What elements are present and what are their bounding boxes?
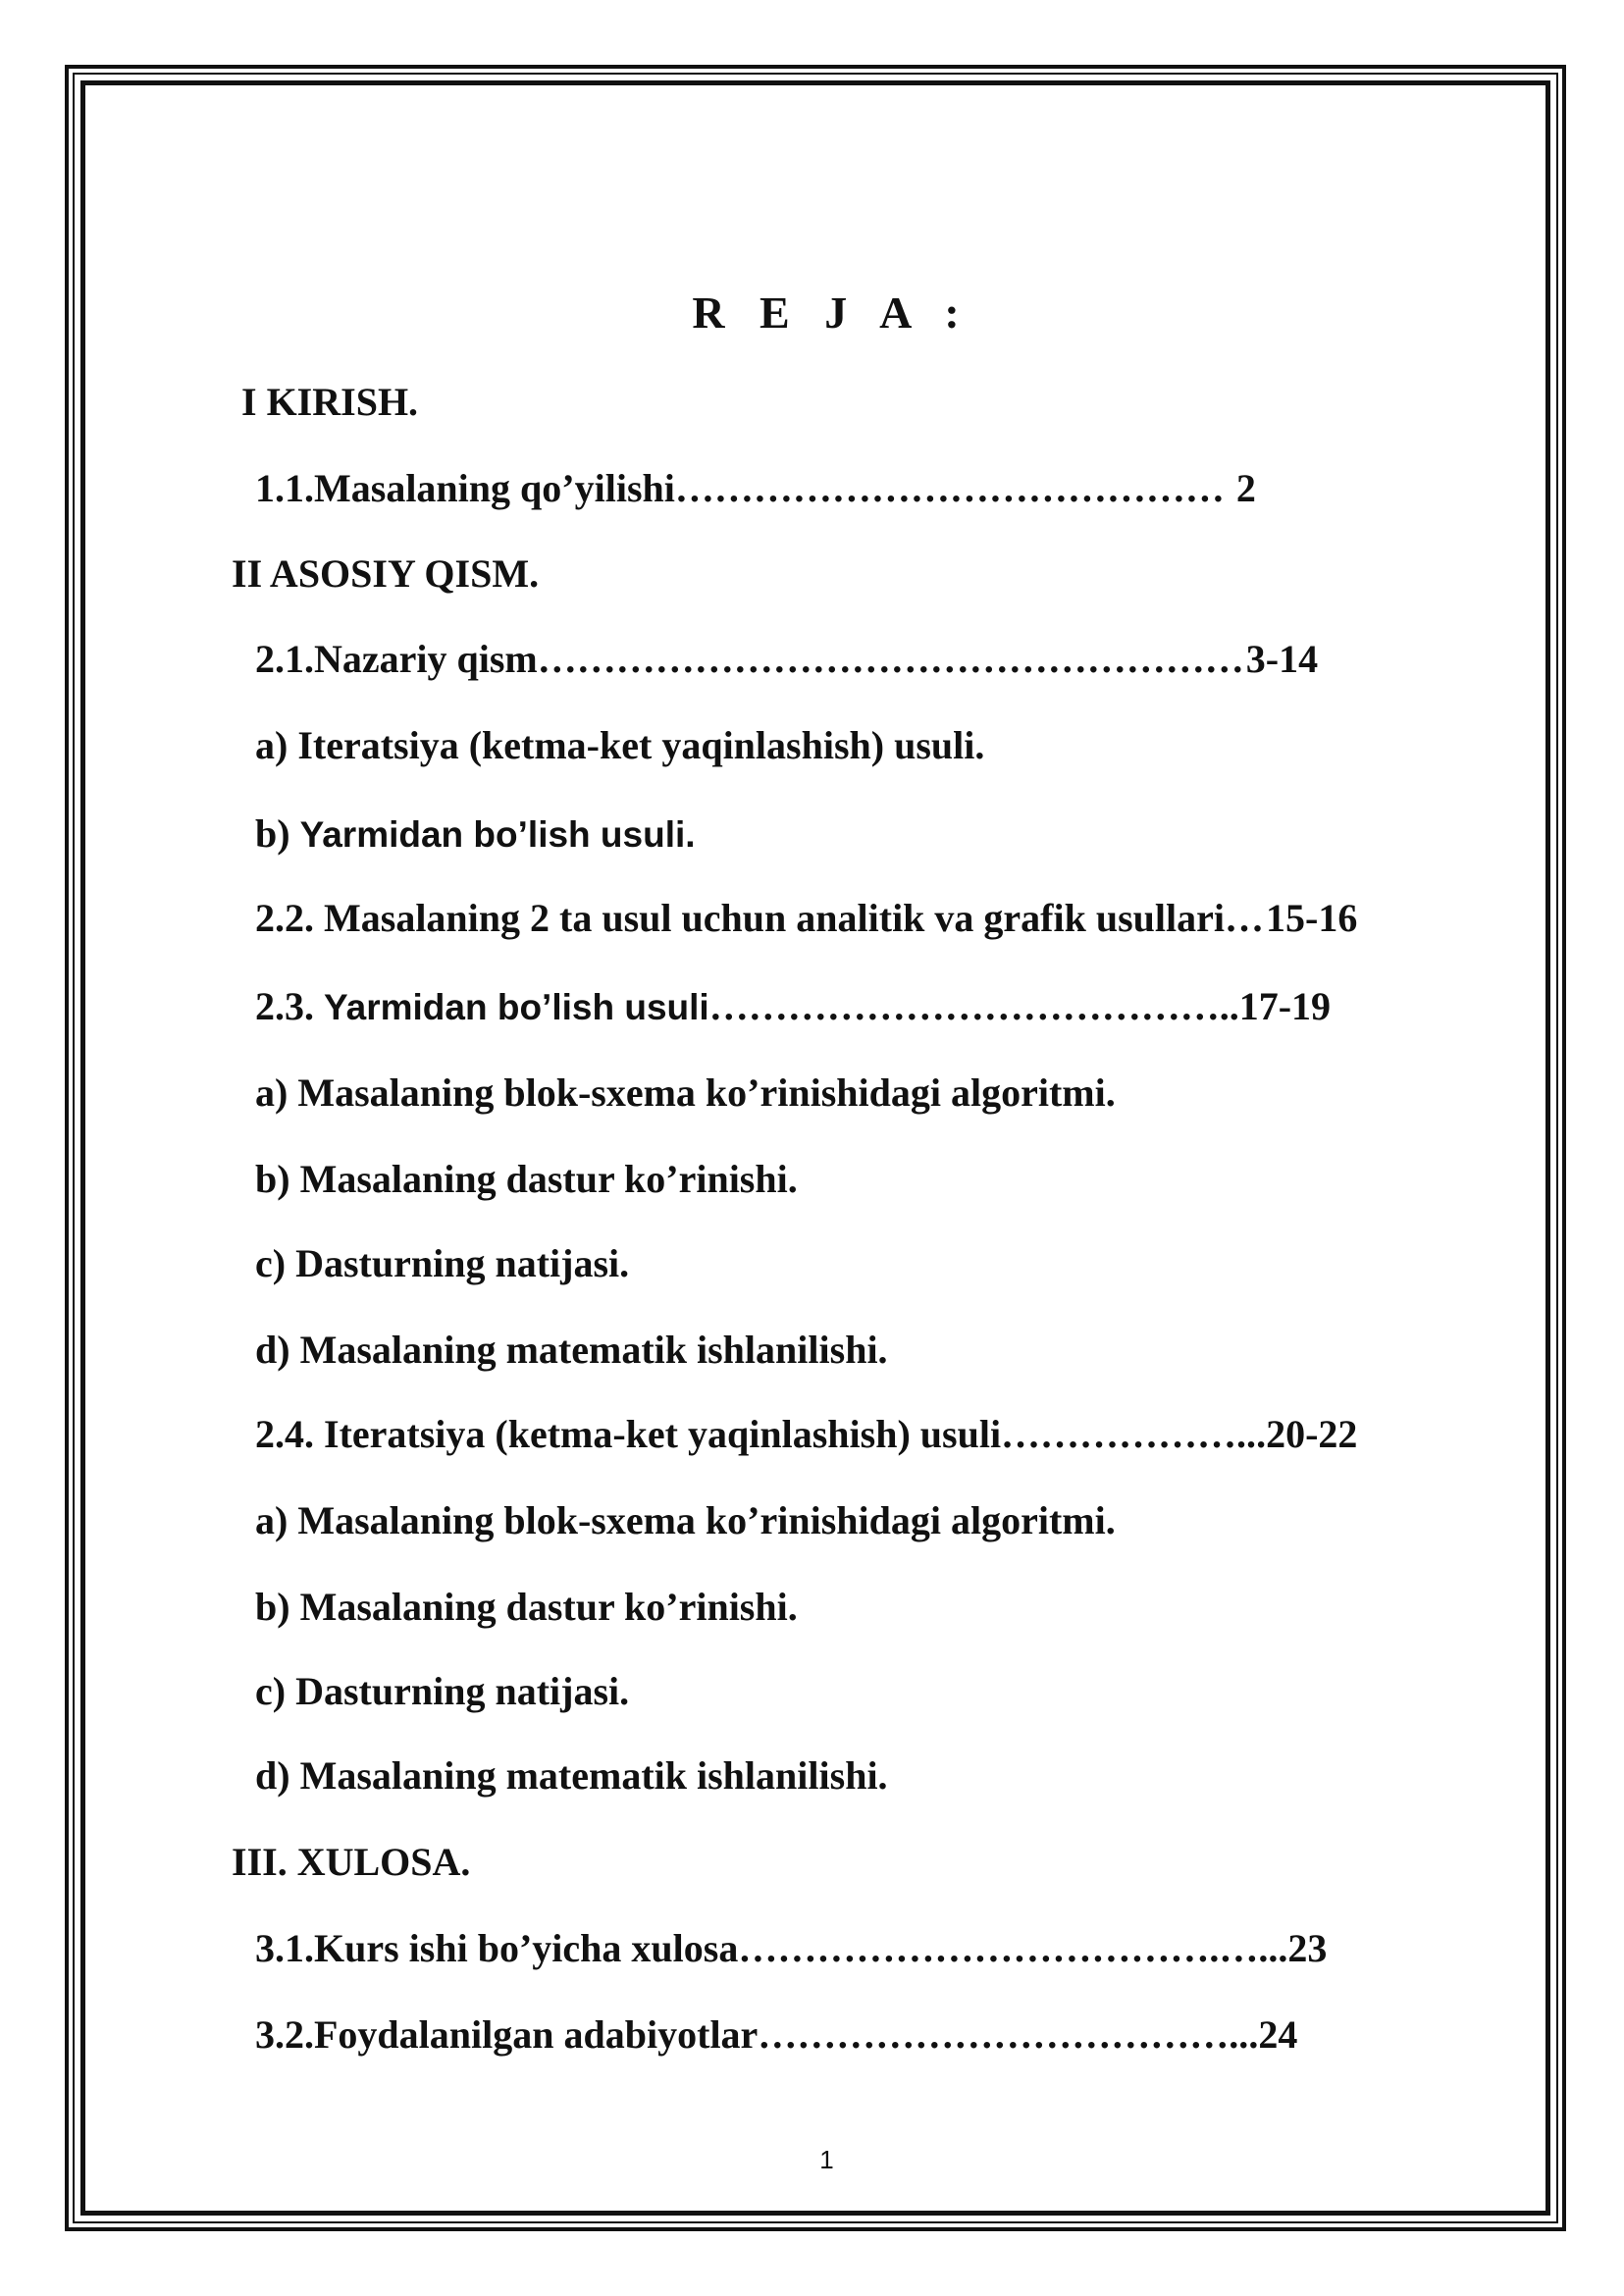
section-heading-conclusion: III. XULOSA. [232, 1840, 471, 1884]
toc-entry-text: Yarmidan bo’lish usuli. [299, 814, 696, 855]
toc-subentry-d: d) Masalaning matematik ishlanilishi. [255, 1753, 888, 1798]
toc-subentry-a: a) Iteratsiya (ketma-ket yaqinlashish) usuli. [255, 723, 985, 767]
toc-leader-dots: ………………………………….. [708, 984, 1239, 1028]
section-heading-introduction: I KIRISH. [241, 380, 419, 424]
toc-entry-2-1 [255, 637, 1319, 681]
toc-subentry-b: b) Masalaning dastur ko’rinishi. [255, 1157, 798, 1201]
toc-subentry-b [255, 811, 696, 856]
toc-entry-text: 3.1.Kurs ishi bo’yicha xulosa……………………………….….. [255, 1926, 1279, 1970]
toc-entry-text: 1.1.Masalaning qo’yilishi…………………………………… [255, 466, 1225, 510]
toc-entry-prefix: 2.3. [255, 984, 324, 1028]
toc-page-number: .20-22 [1256, 1412, 1358, 1456]
toc-entry-text: 2.4. Iteratsiya (ketma-ket yaqinlashish) usuli……………….. [255, 1412, 1257, 1456]
toc-subentry-d: d) Masalaning matematik ishlanilishi. [255, 1328, 888, 1372]
toc-entry-2-3 [255, 984, 1332, 1028]
section-heading-main: II ASOSIY QISM. [232, 551, 540, 596]
toc-entry-2-4 [255, 1412, 1358, 1456]
toc-subentry-c: c) Dasturning natijasi. [255, 1669, 630, 1713]
toc-page-number: 3-14 [1245, 637, 1319, 681]
toc-entry-text: 2.1.Nazariy qism……………………………………………… [255, 637, 1244, 681]
toc-page-number: .24 [1248, 2012, 1298, 2057]
page-number: 1 [819, 2145, 834, 2174]
toc-subentry-a: a) Masalaning blok-sxema ko’rinishidagi algoritmi. [255, 1070, 1116, 1115]
toc-entry-text: 2.2. Masalaning 2 ta usul uchun analitik va grafik usullari… [255, 896, 1265, 940]
toc-entry-3-2 [255, 2012, 1298, 2057]
toc-subentry-b: b) Masalaning dastur ko’rinishi. [255, 1585, 798, 1629]
toc-subentry-c: c) Dasturning natijasi. [255, 1241, 630, 1285]
toc-entry-2-2 [255, 896, 1358, 940]
toc-entry-text: Yarmidan bo’lish usuli [324, 987, 709, 1027]
toc-entry-3-1 [255, 1926, 1328, 1970]
toc-page-number: 2 [1226, 466, 1256, 510]
toc-entry-1-1 [255, 466, 1256, 510]
toc-entry-text: 3.2.Foydalanilgan adabiyotlar……………………………….. [255, 2012, 1249, 2057]
toc-page-number: 15-16 [1266, 896, 1358, 940]
plan-title: R E J A : [692, 287, 971, 338]
toc-subentry-a: a) Masalaning blok-sxema ko’rinishidagi algoritmi. [255, 1498, 1116, 1542]
toc-entry-prefix: b) [255, 811, 300, 856]
toc-page-number: 17-19 [1238, 984, 1332, 1028]
toc-page-number: .23 [1278, 1926, 1328, 1970]
